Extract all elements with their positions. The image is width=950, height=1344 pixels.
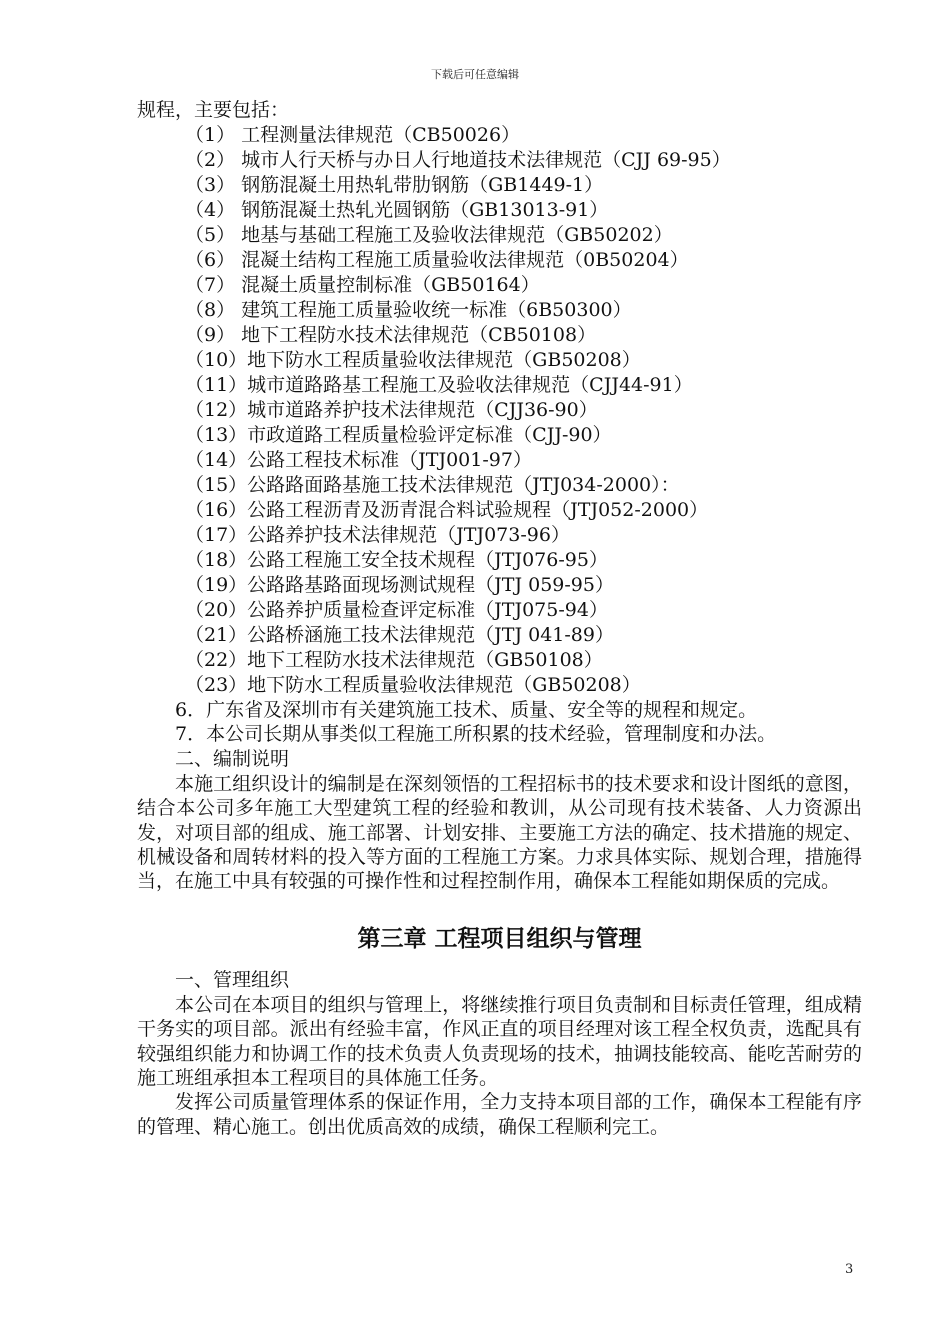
list-item: （19）公路路基路面现场测试规程（JTJ 059-95） [185,574,614,596]
list-item: （7） 混凝土质量控制标准（GB50164） [185,274,540,296]
list-item: （14）公路工程技术标准（JTJ001-97） [185,449,532,471]
compilation-paragraph: 本施工组织设计的编制是在深刻领悟的工程招标书的技术要求和设计图纸的意图，结合本公司多年施工大型建筑工程的经验和教训，从公司现有技术装备、人力资源出发，对项目部的组成、施工部署、计划安排、主要施工方法的确定、技术措施的规定、机械设备和周转材料的投入等方面的工程施工方案。力求具体实际、规划合理，措施得当，在施工中具有较强的可操作性和过程控制作用，确保本工程能如期保质的完成。 [137,772,862,893]
intro-line: 规程，主要包括： [137,99,290,121]
item-7: 7．本公司长期从事类似工程施工所积累的技术经验，管理制度和办法。 [175,723,777,746]
list-item: （23）地下防水工程质量验收法律规范（GB50208） [185,674,641,696]
list-item: （9） 地下工程防水技术法律规范（CB50108） [185,324,597,346]
management-paragraph-1: 本公司在本项目的组织与管理上，将继续推行项目负责制和目标责任管理，组成精干务实的项目部。派出有经验丰富，作风正直的项目经理对该工程全权负责，选配具有较强组织能力和协调工作的技术负责人负责现场的技术，抽调技能较高、能吃苦耐劳的施工班组承担本工程项目的具体施工任务。 [137,993,862,1090]
list-item: （18）公路工程施工安全技术规程（JTJ076-95） [185,549,608,571]
list-item: （8） 建筑工程施工质量验收统一标准（6B50300） [185,299,632,321]
chapter-title: 第三章 工程项目组织与管理 [357,925,642,952]
list-item: （2） 城市人行天桥与办日人行地道技术法律规范（CJJ 69-95） [185,149,731,171]
list-item: （16）公路工程沥青及沥青混合料试验规程（JTJ052-2000） [185,499,709,521]
list-item: （1） 工程测量法律规范（CB50026） [185,124,521,146]
list-item: （5） 地基与基础工程施工及验收法律规范（GB50202） [185,224,673,246]
standards-list [137,123,862,698]
document-body [137,98,862,1139]
section-heading-compilation: 二、编制说明 [175,747,290,770]
item-6: 6．广东省及深圳市有关建筑施工技术、质量、安全等的规程和规定。 [175,699,758,721]
list-item: （6） 混凝土结构工程施工质量验收法律规范（0B50204） [185,249,689,271]
list-item: （17）公路养护技术法律规范（JTJ073-96） [185,524,570,546]
list-item: （12）城市道路养护技术法律规范（CJJ36-90） [185,399,598,421]
list-item: （13）市政道路工程质量检验评定标准（CJJ-90） [185,424,612,446]
page-header: 下载后可任意编辑 [431,68,519,81]
page-number: 3 [845,1262,854,1277]
list-item: （22）地下工程防水技术法律规范（GB50108） [185,649,603,671]
section-heading-management: 一、管理组织 [175,968,290,991]
list-item: （21）公路桥涵施工技术法律规范（JTJ 041-89） [185,624,614,646]
management-paragraph-2: 发挥公司质量管理体系的保证作用，全力支持本项目部的工作，确保本工程能有序的管理、精心施工。创出优质高效的成绩，确保工程顺利完工。 [137,1091,862,1138]
list-item: （10）地下防水工程质量验收法律规范（GB50208） [185,349,641,371]
list-item: （3） 钢筋混凝土用热轧带肋钢筋（GB1449-1） [185,174,604,196]
list-item: （15）公路路面路基施工技术法律规范（JTJ034-2000）： [185,474,680,496]
list-item: （4） 钢筋混凝土热轧光圆钢筋（GB13013-91） [185,199,609,221]
list-item: （11）城市道路路基工程施工及验收法律规范（CJJ44-91） [185,374,693,396]
list-item: （20）公路养护质量检查评定标准（JTJ075-94） [185,599,608,621]
